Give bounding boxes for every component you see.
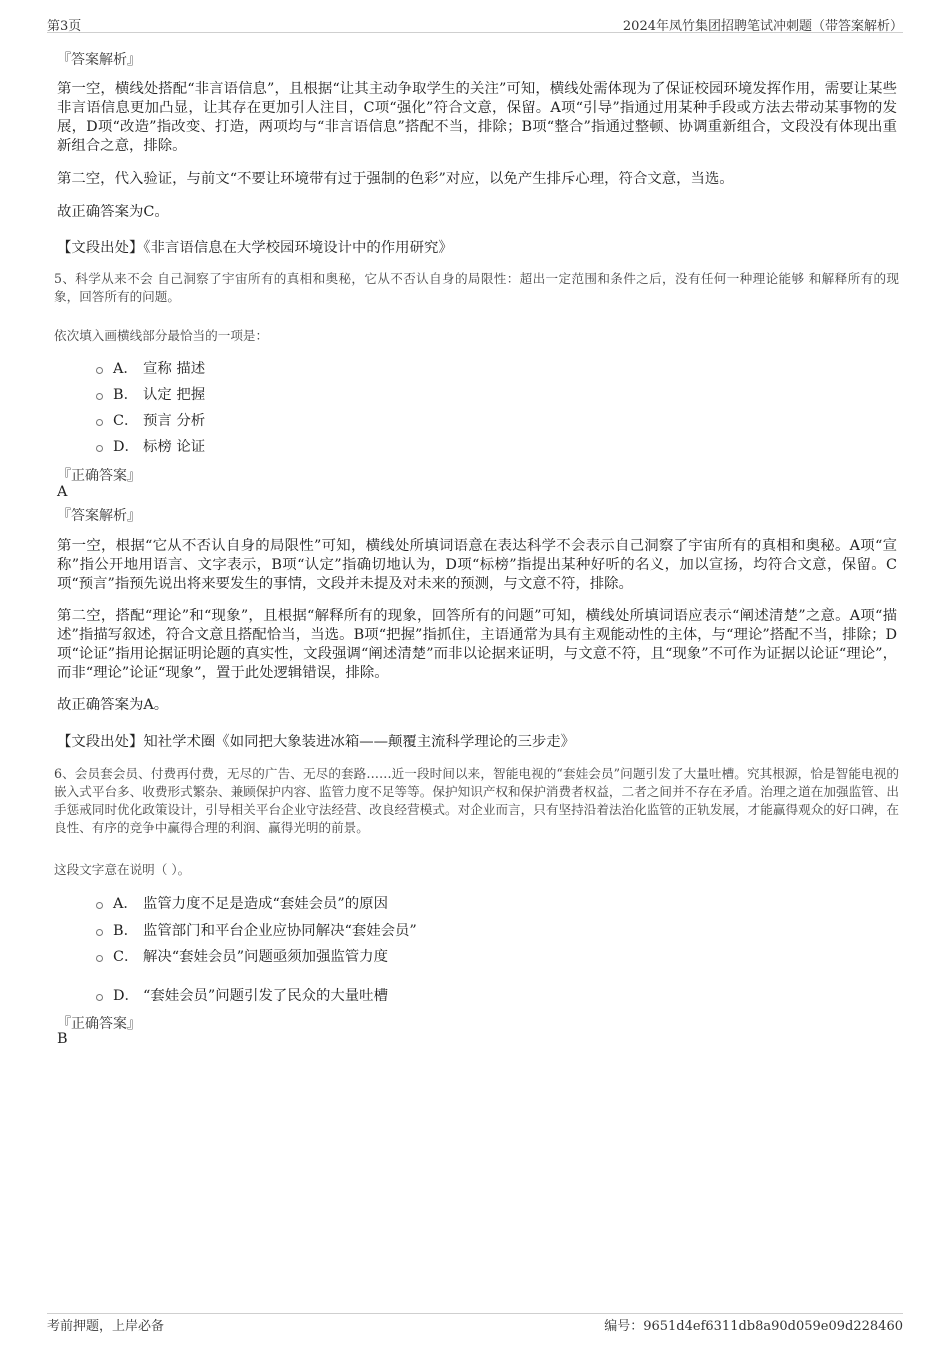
question-stem: 5、科学从来不会 自己洞察了宇宙所有的真相和奥秘，它从不否认自身的局限性：超出一定范围和条件之后，没有任何一种理论能够 和解释所有的现象，回答所有的问题。 <box>54 271 899 304</box>
page-header <box>47 12 903 33</box>
option-letter: B． <box>113 386 138 403</box>
correct-answer: A <box>57 484 68 500</box>
option-letter: A． <box>113 895 138 912</box>
footer-slogan: 考前押题，上岸必备 <box>47 1319 165 1334</box>
radio-icon[interactable] <box>96 955 103 962</box>
option-text: 监管部门和平台企业应协同解决“套娃会员” <box>143 922 417 939</box>
analysis-paragraph: 第二空，搭配“理论”和“现象”，且根据“解释所有的现象，回答所有的问题”可知，横线处所填词语应表示“阐述清楚”之意。A项“描述”指描写叙述，符合文意且搭配恰当，当选。B项“把握”指抓住，主语通常为具有主观能动性的主体，与“理论”搭配不当，排除；D项“论证”指用论据证明论题的真实性，文段强调“阐述清楚”而非以论据来证明，与文意不符，且“现象”不可作为证据以论证“理论”，而非“理论”论证“现象”，置于此处逻辑错误，排除。 <box>57 608 897 681</box>
document-id: 编号：9651d4ef6311db8a90d059e09d228460 <box>604 1319 903 1334</box>
correct-answer-label: 『正确答案』 <box>57 1016 141 1032</box>
option-letter: C． <box>113 412 139 429</box>
option-d[interactable] <box>96 435 205 455</box>
option-a[interactable] <box>96 892 388 912</box>
option-letter: C． <box>113 948 139 965</box>
question-prompt: 这段文字意在说明（ ）。 <box>54 862 191 877</box>
answer-conclusion: 故正确答案为A。 <box>57 697 169 713</box>
page-footer <box>47 1313 903 1334</box>
option-letter: D． <box>113 987 139 1004</box>
source-citation: 【文段出处】知社学术圈《如同把大象装进冰箱——颠覆主流科学理论的三步走》 <box>57 734 576 750</box>
radio-icon[interactable] <box>96 994 103 1001</box>
option-c[interactable] <box>96 945 388 965</box>
option-c[interactable] <box>96 409 205 429</box>
document-title: 2024年凤竹集团招聘笔试冲刺题（带答案解析） <box>622 19 903 34</box>
source-citation: 【文段出处】《非言语信息在大学校园环境设计中的作用研究》 <box>57 240 453 256</box>
option-b[interactable] <box>96 919 417 939</box>
option-text: 解决“套娃会员”问题亟须加强监管力度 <box>143 948 388 965</box>
analysis-label: 『答案解析』 <box>57 508 141 524</box>
option-text: “套娃会员”问题引发了民众的大量吐槽 <box>143 987 388 1004</box>
option-d[interactable] <box>96 984 388 1004</box>
option-text: 监管力度不足是造成“套娃会员”的原因 <box>143 895 388 912</box>
radio-icon[interactable] <box>96 419 103 426</box>
option-letter: A． <box>113 360 138 377</box>
question-prompt: 依次填入画横线部分最恰当的一项是： <box>54 328 269 343</box>
option-text: 标榜 论证 <box>143 438 206 455</box>
correct-answer-label: 『正确答案』 <box>57 468 141 484</box>
option-letter: B． <box>113 922 138 939</box>
answer-conclusion: 故正确答案为C。 <box>57 204 169 220</box>
question-stem: 6、会员套会员、付费再付费，无尽的广告、无尽的套路……近一段时间以来，智能电视的“套娃会员”问题引发了大量吐槽。究其根源，恰是智能电视的嵌入式平台多、收费形式繁杂、兼顾保护内容、监管力度不足等等。保护知识产权和保护消费者权益，二者之间并不存在矛盾。治理之道在加强监管、出手惩戒同时优化政策设计，引导相关平台企业守法经营、改良经营模式。对企业而言，只有坚持沿着法治化监管的正轨发展，才能赢得观众的好口碑，在良性、有序的竞争中赢得合理的利润、赢得光明的前景。 <box>54 766 899 835</box>
analysis-label: 『答案解析』 <box>57 52 141 68</box>
page-number: 第3页 <box>47 19 82 34</box>
radio-icon[interactable] <box>96 902 103 909</box>
option-a[interactable] <box>96 357 205 377</box>
option-text: 宣称 描述 <box>143 360 206 377</box>
radio-icon[interactable] <box>96 367 103 374</box>
option-b[interactable] <box>96 383 205 403</box>
radio-icon[interactable] <box>96 393 103 400</box>
analysis-paragraph: 第二空，代入验证，与前文“不要让环境带有过于强制的色彩”对应，以免产生排斥心理，符合文意，当选。 <box>57 171 734 187</box>
analysis-paragraph: 第一空，横线处搭配“非言语信息”，且根据“让其主动争取学生的关注”可知，横线处需体现为了保证校园环境发挥作用，需要让某些非言语信息更加凸显，让其存在更加引人注目，C项“强化”符合文意，保留。A项“引导”指通过用某种手段或方法去带动某事物的发展，D项“改造”指改变、打造，两项均与“非言语信息”搭配不当，排除；B项“整合”指通过整顿、协调重新组合，文段没有体现出重新组合之意，排除。 <box>57 81 897 154</box>
option-letter: D． <box>113 438 139 455</box>
radio-icon[interactable] <box>96 929 103 936</box>
radio-icon[interactable] <box>96 445 103 452</box>
correct-answer: B <box>57 1031 68 1047</box>
option-text: 认定 把握 <box>143 386 206 403</box>
analysis-paragraph: 第一空，根据“它从不否认自身的局限性”可知，横线处所填词语意在表达科学不会表示自己洞察了宇宙所有的真相和奥秘。A项“宣称”指公开地用语言、文字表示，B项“认定”指确切地认为，D项“标榜”指提出某种好听的名义，加以宣扬，均符合文意，保留。C项“预言”指预先说出将来要发生的事情，文段并未提及对未来的预测，与文意不符，排除。 <box>57 538 897 592</box>
option-text: 预言 分析 <box>143 412 206 429</box>
